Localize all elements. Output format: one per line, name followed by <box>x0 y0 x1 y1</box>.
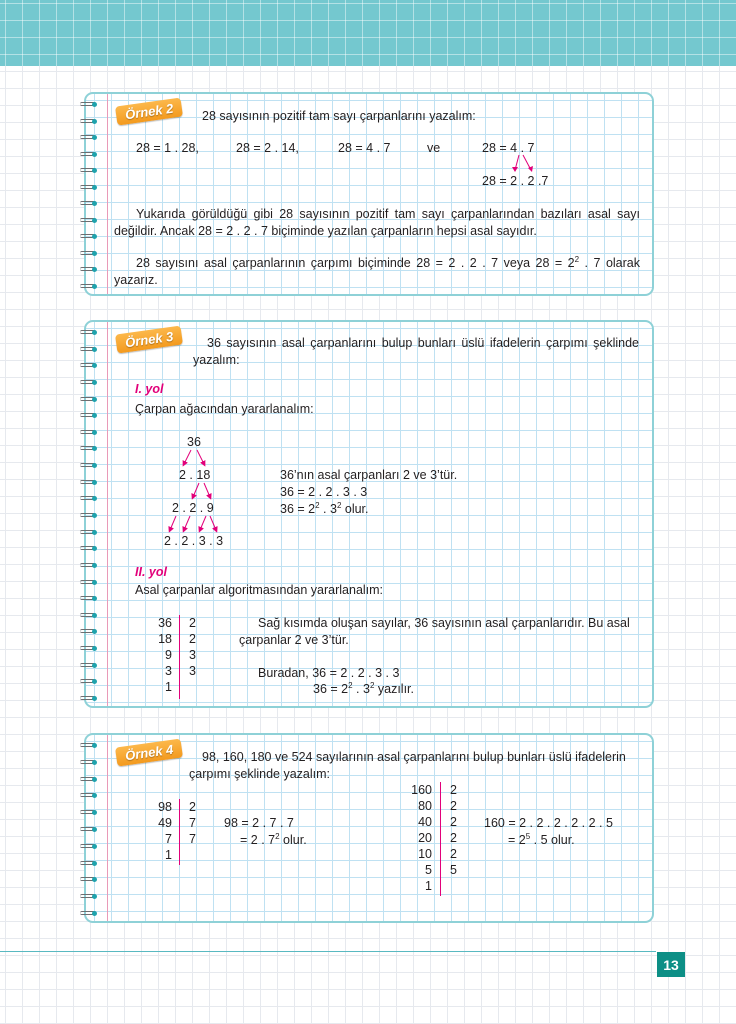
result-line: çarpanlar 2 ve 3’tür. <box>239 633 349 647</box>
ring-hole <box>92 911 97 916</box>
exponent: 2 <box>369 680 375 690</box>
result-line: 36 = 2 . 2 . 3 . 3 <box>280 485 368 499</box>
division-line <box>440 782 441 896</box>
tree-node: 2 . 2 . 9 <box>172 501 214 515</box>
example-badge: Örnek 4 <box>115 738 183 766</box>
text: . 7 olarak yazarız. <box>114 256 640 287</box>
ring-hole <box>92 810 97 815</box>
ring-hole <box>92 793 97 798</box>
text: . 5 olur. <box>530 833 575 847</box>
tree-node: 2 . 2 . 3 . 3 <box>164 534 224 548</box>
example-intro: 28 sayısının pozitif tam sayı çarpanlarını yazalım: <box>202 109 476 123</box>
prime-factor: 2 <box>189 632 196 646</box>
spiral-ring <box>78 911 98 916</box>
spiral-ring <box>78 827 98 832</box>
text: 36 = 2 <box>313 682 349 696</box>
example-4-box <box>84 733 654 923</box>
dividend: 1 <box>165 680 172 694</box>
arrow <box>170 516 176 530</box>
ring-hole <box>92 827 97 832</box>
factoring: 28 = 4 . 7 <box>338 141 391 155</box>
factoring: 28 = 2 . 2 .7 <box>482 174 549 188</box>
exponent: 2 <box>275 831 280 841</box>
ring-hole <box>92 877 97 882</box>
example-intro: 98, 160, 180 ve 524 sayılarının asal çarpanlarını bulup bunları üslü ifadelerin <box>202 750 626 764</box>
prime-factor: 7 <box>189 816 196 830</box>
ring-hole <box>92 743 97 748</box>
dividend: 36 <box>158 616 172 630</box>
dividend: 3 <box>165 664 172 678</box>
spiral-ring <box>78 760 98 765</box>
dividend: 49 <box>158 816 172 830</box>
spiral-ring <box>78 810 98 815</box>
tree-node: 2 . 18 <box>179 468 211 482</box>
dividend: 20 <box>418 831 432 845</box>
result-line: 160 = 2 . 2 . 2 . 2 . 2 . 5 <box>484 816 613 830</box>
result-line <box>240 832 307 848</box>
example-badge: Örnek 3 <box>115 325 183 353</box>
text: olur. <box>341 502 369 516</box>
spiral-ring <box>78 793 98 798</box>
prime-factor: 2 <box>189 800 196 814</box>
example-intro: çarpımı şeklinde yazalım: <box>189 767 331 781</box>
text: 36 = 2 <box>280 502 316 516</box>
division-line <box>179 799 180 865</box>
text: . 3 <box>352 682 370 696</box>
dividend: 1 <box>165 848 172 862</box>
ring-hole <box>92 861 97 866</box>
arrow <box>197 450 204 464</box>
tree-node: 36 <box>187 435 201 449</box>
text: . 3 <box>319 502 337 516</box>
header-band <box>0 0 736 66</box>
result-line: 98 = 2 . 7 . 7 <box>224 816 294 830</box>
text: yazılır. <box>374 682 414 696</box>
text: = 2 <box>508 833 526 847</box>
example-3-box <box>84 320 654 708</box>
spiral-ring <box>78 777 98 782</box>
text: = 2 . 7 <box>240 833 276 847</box>
result-line: Buradan, 36 = 2 . 2 . 3 . 3 <box>258 666 400 680</box>
exponent: 2 <box>574 254 580 264</box>
arrow <box>210 516 216 530</box>
dividend: 7 <box>165 832 172 846</box>
ring-hole <box>92 894 97 899</box>
arrow-head <box>528 166 533 172</box>
exponent: 2 <box>348 680 353 690</box>
spiral-ring <box>78 894 98 899</box>
spiral-ring <box>78 743 98 748</box>
factoring: 28 = 2 . 14, <box>236 141 299 155</box>
page-number: 13 <box>657 952 685 977</box>
result-line <box>280 501 369 517</box>
connector-word: ve <box>427 141 441 155</box>
division-line <box>179 615 180 699</box>
notebook-margin-line <box>107 735 108 921</box>
way-title: II. yol <box>135 565 167 579</box>
arrow <box>184 450 191 464</box>
example-2-box <box>84 92 654 296</box>
paragraph <box>114 255 640 289</box>
way-title: I. yol <box>135 382 164 396</box>
way-text: Çarpan ağacından yararlanalım: <box>135 402 314 416</box>
prime-factor: 2 <box>450 783 457 797</box>
prime-factor: 2 <box>189 616 196 630</box>
dividend: 98 <box>158 800 172 814</box>
arrow <box>184 516 190 530</box>
example-intro: 36 sayısının asal çarpanlarını bulup bunları üslü ifadelerin çarpımı şeklinde yazalım: <box>193 336 639 367</box>
prime-factor: 3 <box>189 664 196 678</box>
dividend: 9 <box>165 648 172 662</box>
arrow <box>204 483 210 497</box>
dividend: 18 <box>158 632 172 646</box>
prime-factor: 7 <box>189 832 196 846</box>
arrow <box>200 516 206 530</box>
dividend: 10 <box>418 847 432 861</box>
result-line: 36’nın asal çarpanları 2 ve 3’tür. <box>280 468 458 482</box>
spiral-ring <box>78 877 98 882</box>
exponent: 5 <box>525 831 531 841</box>
way-text: Asal çarpanlar algoritmasından yararlanalım: <box>135 583 384 597</box>
footer-line <box>0 951 656 952</box>
prime-factor: 2 <box>450 815 457 829</box>
factoring: 28 = 1 . 28, <box>136 141 199 155</box>
arrow-head <box>512 167 518 172</box>
spiral-ring <box>78 861 98 866</box>
text: olur. <box>279 833 307 847</box>
dividend: 5 <box>425 863 432 877</box>
ring-hole <box>92 844 97 849</box>
paragraph: Yukarıda görüldüğü gibi 28 sayısının pozitif tam sayı çarpanlarından bazıları asal sayı değildir. Ancak 28 = 2 . 2 . 7 biçiminde yazılan çarpanların hepsi asal sayıdır. <box>114 207 640 238</box>
dividend: 40 <box>418 815 432 829</box>
dividend: 160 <box>411 783 432 797</box>
exponent: 2 <box>315 500 320 510</box>
text: 28 sayısını asal çarpanlarının çarpımı biçiminde 28 = 2 . 2 . 7 veya 28 = 2 <box>136 256 575 270</box>
arrow <box>193 483 199 497</box>
result-line: Sağ kısımda oluşan sayılar, 36 sayısının asal çarpanlarıdır. Bu asal <box>258 616 630 630</box>
spiral-binding <box>78 737 100 919</box>
prime-factor: 2 <box>450 847 457 861</box>
prime-factor: 2 <box>450 831 457 845</box>
dividend: 80 <box>418 799 432 813</box>
prime-factor: 2 <box>450 799 457 813</box>
prime-factor: 3 <box>189 648 196 662</box>
result-line <box>508 832 575 848</box>
example-badge: Örnek 2 <box>115 97 183 125</box>
factoring: 28 = 4 . 7 <box>482 141 535 155</box>
exponent: 2 <box>336 500 342 510</box>
result-line <box>313 681 414 697</box>
prime-factor: 5 <box>450 863 457 877</box>
dividend: 1 <box>425 879 432 893</box>
ring-hole <box>92 777 97 782</box>
spiral-ring <box>78 844 98 849</box>
ring-hole <box>92 760 97 765</box>
